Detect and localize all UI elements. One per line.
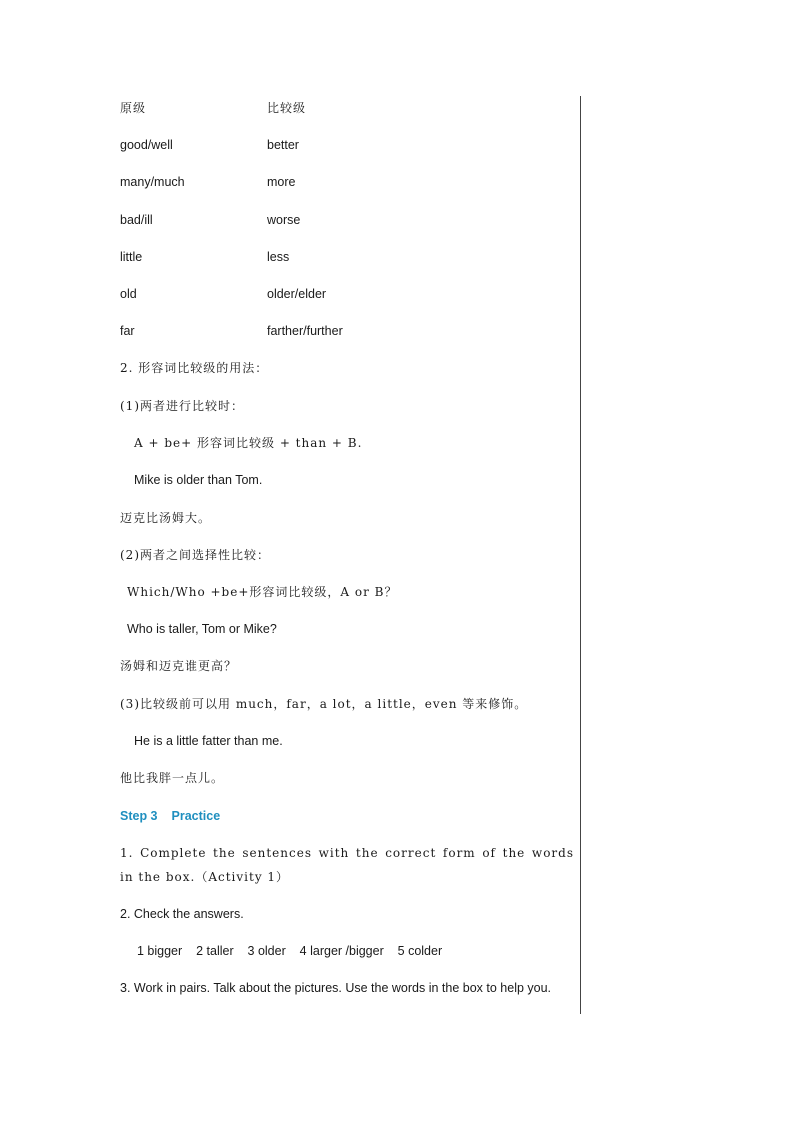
step-heading	[120, 808, 220, 824]
table-cell-comparative: older/elder	[267, 287, 327, 301]
rule1-translation: 迈克比汤姆大。	[120, 511, 212, 525]
rule2-title: (2)两者之间选择性比较：	[120, 548, 270, 562]
table-header-positive: 原级	[120, 101, 147, 115]
right-margin-rule	[580, 96, 581, 1014]
rule1-formula: A + be+ 形容词比较级 + than + B.	[134, 436, 363, 450]
answer-item: 3 older	[247, 944, 286, 958]
rule2-translation: 汤姆和迈克谁更高？	[120, 659, 238, 673]
step-label: Step 3	[120, 809, 158, 823]
answer-item: 5 colder	[397, 944, 443, 958]
table-cell-comparative: worse	[267, 213, 301, 227]
rule2-formula: Which/Who +be+形容词比较级，A or B？	[127, 585, 398, 599]
answer-item: 2 taller	[196, 944, 234, 958]
rule1-title: (1)两者进行比较时：	[120, 399, 244, 413]
rule3-translation: 他比我胖一点儿。	[120, 771, 225, 785]
answer-list	[137, 943, 442, 959]
table-cell-comparative: better	[267, 138, 299, 152]
table-header-comparative: 比较级	[267, 101, 307, 115]
table-cell-positive: good/well	[120, 138, 173, 152]
table-cell-positive: old	[120, 287, 137, 301]
rule3-title: (3)比较级前可以用 much，far，a lot，a little，even 等来修饰。	[120, 697, 528, 711]
answer-item: 1 bigger	[137, 944, 183, 958]
rule2-example: Who is taller, Tom or Mike?	[127, 622, 277, 636]
table-cell-positive: little	[120, 250, 143, 264]
usage-heading: 2. 形容词比较级的用法：	[120, 361, 269, 375]
table-cell-positive: bad/ill	[120, 213, 153, 227]
practice-item-3: 3. Work in pairs. Talk about the pictures. Use the words in the box to help you.	[120, 981, 552, 995]
practice-item-1: 1. Complete the sentences with the correct form of the words in the box.（Activity 1）	[120, 846, 574, 884]
table-cell-comparative: less	[267, 250, 290, 264]
step-title: Practice	[171, 809, 221, 823]
answer-item: 4 larger /bigger	[299, 944, 384, 958]
rule1-example: Mike is older than Tom.	[134, 473, 263, 487]
practice-item-2: 2. Check the answers.	[120, 907, 244, 921]
table-cell-positive: far	[120, 324, 135, 338]
table-cell-comparative: more	[267, 175, 296, 189]
rule3-example: He is a little fatter than me.	[134, 734, 283, 748]
table-cell-comparative: farther/further	[267, 324, 343, 338]
table-cell-positive: many/much	[120, 175, 185, 189]
